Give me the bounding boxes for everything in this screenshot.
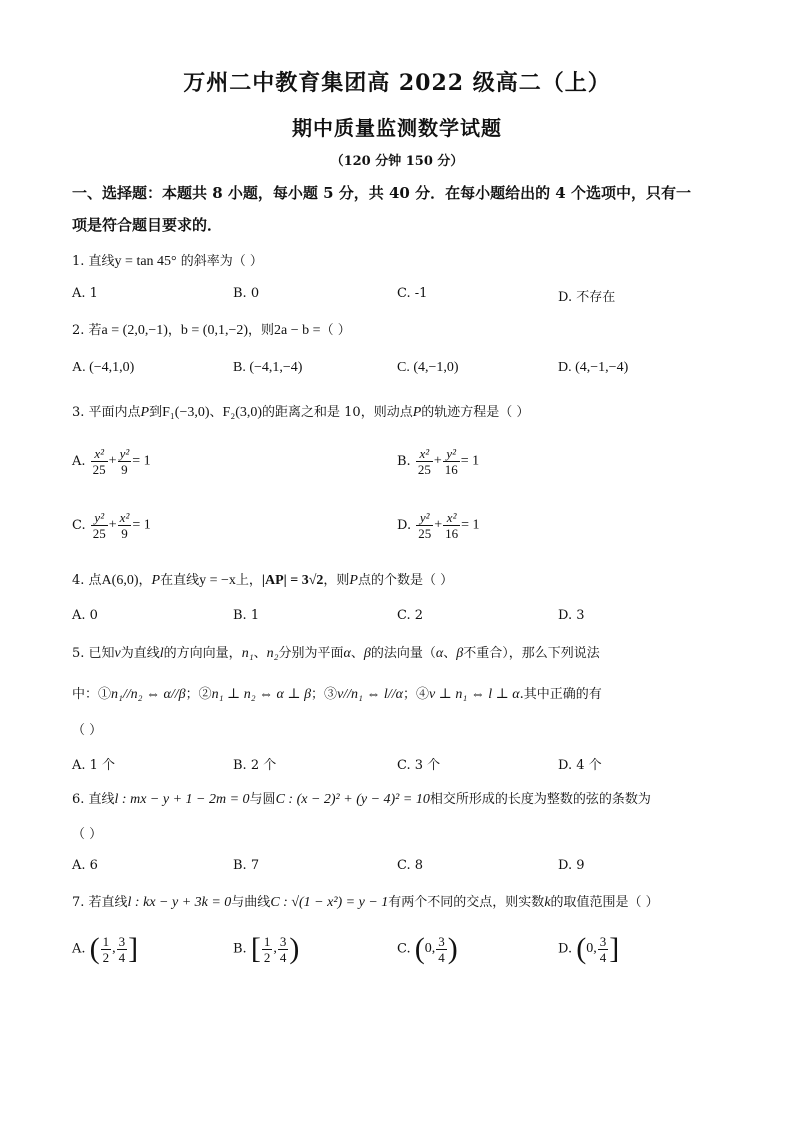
question-5-statements: 中：①n₁//n₂ ⇔ α//β；②n₁ ⊥ n₂ ⇔ α ⊥ β；③v//n₁ ⇔ l//α；④v ⊥ n₁ ⇔ l ⊥ α.其中正确的有 [72,687,602,702]
exam-subtitle: 期中质量监测数学试题 [292,116,502,140]
question-6: 6. 直线l : mx − y + 1 − 2m = 0与圆C : (x − 2)² + (y − 4)² = 10相交所形成的长度为整数的弦的条数为 [72,792,651,807]
q4-option-a[interactable]: A. 0 [72,608,98,623]
q6-option-a[interactable]: A. 6 [72,858,98,873]
q3-option-d[interactable]: D. $\frac{\text{y²}}{25}$ + $\frac{\text{x²}}{16}$ = 1 [397,510,480,541]
fraction: $\frac{3}{4}$ [279,933,287,965]
q1-formula: y = tan 45° [114,254,177,269]
q2-option-b[interactable]: B. (−4,1,−4) [233,360,303,375]
q2-option-d[interactable]: D. (4,−1,−4) [558,360,629,375]
fraction: $\frac{3}{4}$ [438,933,445,965]
question-4: 4. 点A(6,0)，P在直线y = −x上，|AP| = 3√2，则P点的个数是（ ） [72,573,454,588]
question-3: 3. 平面内点P到F₁(−3,0)、F₂(3,0)的距离之和是 10，则动点P的轨迹方程是（ ） [72,405,530,420]
q7-option-b[interactable]: B. [ $\frac{1}{2}$ , $\frac{3}{4}$ ) [233,932,300,965]
q6-option-b[interactable]: B. 7 [233,858,260,873]
q7-option-a[interactable]: A. ( $\frac{1}{2}$ , $\frac{3}{4}$ ] [72,932,139,965]
fraction: $\frac{\text{y²}}{25}$ [92,510,106,541]
fraction: $\frac{1}{2}$ [263,933,271,965]
fraction: $\frac{\text{x²}}{16}$ [445,510,459,541]
fraction: $\frac{1}{2}$ [102,933,110,965]
q6-option-d[interactable]: D. 9 [558,858,585,873]
q5-option-c[interactable]: C. 3 个 [397,758,441,773]
question-5: 5. 已知v为直线l的方向向量，n₁、n₂分别为平面α、β的法向量（α、β不重合），那么下列说法 [72,646,600,661]
q1-option-d[interactable]: D. 不存在 [558,290,616,305]
q3-option-c[interactable]: C. $\frac{\text{y²}}{25}$ + $\frac{\text{x²}}{9}$ = 1 [72,510,151,541]
q5-option-a[interactable]: A. 1 个 [72,758,116,773]
exam-title: 万州二中教育集团高 2022 级高二（上） [183,70,611,96]
q3-option-a[interactable]: A. $\frac{\text{x²}}{25}$ + $\frac{\text{y²}}{9}$ = 1 [72,446,151,477]
fraction: $\frac{\text{y²}}{16}$ [444,446,458,477]
q2-vector-b: b = (0,1,−2) [180,323,249,338]
q6-option-c[interactable]: C. 8 [397,858,424,873]
fraction: $\frac{\text{x²}}{9}$ [119,510,130,541]
q1-option-c[interactable]: C. -1 [397,286,428,301]
q2-option-c[interactable]: C. (4,−1,0) [397,360,459,375]
section-heading-line1: 一、选择题：本题共 8 小题，每小题 5 分，共 40 分．在每小题给出的 4 个选项中，只有一 [72,184,691,202]
fraction: $\frac{3}{4}$ [118,933,126,965]
q2-expression: 2a − b = [274,323,321,338]
q4-option-c[interactable]: C. 2 [397,608,424,623]
question-1: 1. 直线y = tan 45° 的斜率为（ ） [72,254,263,269]
question-6-paren: （ ） [72,827,103,842]
fraction: $\frac{\text{y²}}{9}$ [119,446,130,477]
q3-option-b[interactable]: B. $\frac{\text{x²}}{25}$ + $\frac{\text{y²}}{16}$ = 1 [397,446,480,477]
section-heading [72,177,722,241]
q1-option-a[interactable]: A. 1 [72,286,98,301]
q6-circle-equation: C : (x − 2)² + (y − 4)² = 10 [275,792,430,807]
q4-option-b[interactable]: B. 1 [233,608,260,623]
q7-option-c[interactable]: C. (0, $\frac{3}{4}$ ) [397,932,458,965]
q2-vector-a: a = (2,0,−1) [101,323,168,338]
q5-option-b[interactable]: B. 2 个 [233,758,277,773]
q4-option-d[interactable]: D. 3 [558,608,585,623]
exam-duration: （120 分钟 150 分） [330,154,464,169]
question-2: 2. 若a = (2,0,−1)，b = (0,1,−2)，则2a − b =（ ） [72,323,351,338]
fraction: $\frac{\text{x²}}{25}$ [417,446,431,477]
q7-line-equation: l : kx − y + 3k = 0 [127,895,232,910]
q7-curve-equation: C : √(1 − x²) = y − 1 [270,895,389,910]
question-5-paren: （ ） [72,723,103,738]
q3-focus-2: F₂(3,0) [222,405,263,420]
q2-option-a[interactable]: A. (−4,1,0) [72,360,135,375]
q1-option-b[interactable]: B. 0 [233,286,260,301]
q6-line-equation: l : mx − y + 1 − 2m = 0 [114,792,250,807]
question-7: 7. 若直线l : kx − y + 3k = 0与曲线C : √(1 − x²) = y − 1有两个不同的交点，则实数k的取值范围是（ ） [72,895,659,910]
fraction: $\frac{\text{x²}}{25}$ [92,446,106,477]
section-heading-line2: 项是符合题目要求的． [72,216,223,234]
q3-focus-1: F₁(−3,0) [162,405,210,420]
fraction: $\frac{3}{4}$ [599,933,607,965]
q5-option-d[interactable]: D. 4 个 [558,758,602,773]
fraction: $\frac{\text{y²}}{25}$ [418,510,432,541]
q7-option-d[interactable]: D. (0, $\frac{3}{4}$ ] [558,932,620,965]
